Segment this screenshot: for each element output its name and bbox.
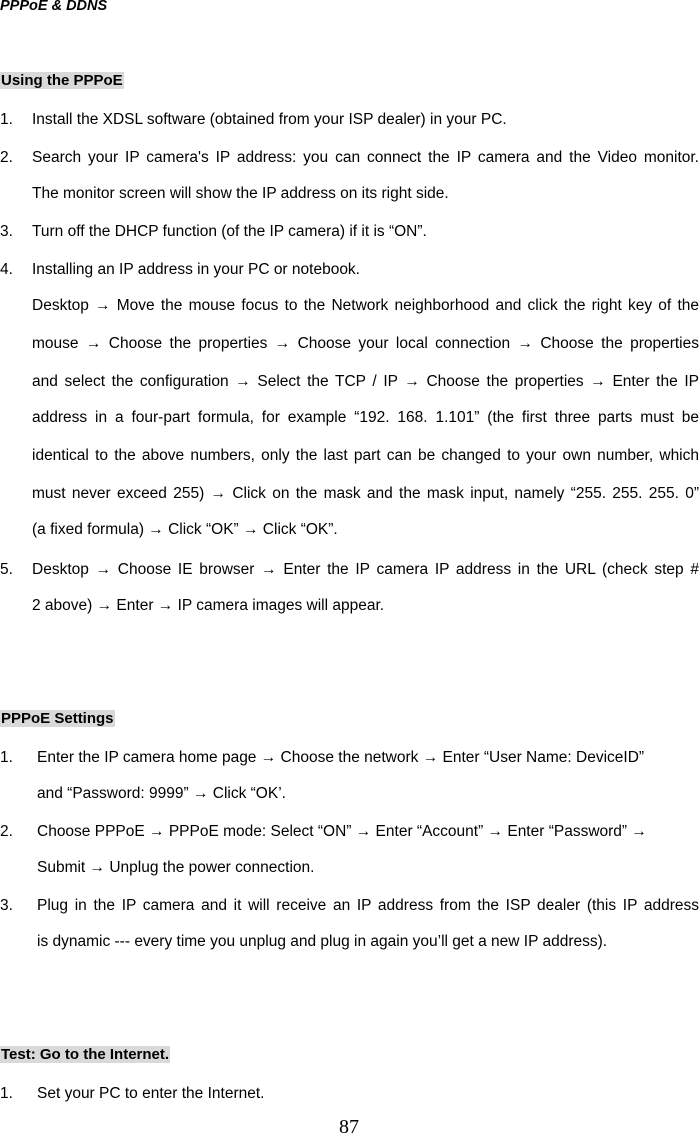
list-item-text: Enter the IP camera home page → Choose the network → Enter “User Name: DeviceID” — [37, 749, 645, 766]
list-item-number: 3. — [0, 897, 13, 914]
list-item-number: 4. — [0, 261, 13, 278]
list-item-text: The monitor screen will show the IP address on its right side. — [32, 185, 449, 202]
list-item-number: 1. — [0, 749, 13, 766]
list-item-text: Set your PC to enter the Internet. — [37, 1085, 265, 1102]
list-item-text: and select the configuration → Select the TCP / IP → Choose the properties → Enter the IP — [32, 373, 699, 390]
section-heading-pppoe-settings: PPPoE Settings — [1, 710, 114, 727]
list-item-text: Plug in the IP camera and it will receive an IP address from the ISP dealer (this IP address — [37, 897, 699, 914]
list-item-text: Search your IP camera's IP address: you can connect the IP camera and the Video monitor. — [32, 149, 699, 166]
list-item-text: mouse → Choose the properties → Choose your local connection → Choose the properties — [32, 335, 699, 352]
list-item-text: Choose PPPoE → PPPoE mode: Select “ON” → Enter “Account” → Enter “Password” → — [37, 823, 647, 840]
list-item-text: Submit → Unplug the power connection. — [37, 859, 315, 876]
list-item-text: Turn off the DHCP function (of the IP camera) if it is “ON”. — [32, 223, 427, 240]
page-header-title: PPPoE & DDNS — [0, 0, 108, 14]
list-item-text: 2 above) → Enter → IP camera images will appear. — [32, 597, 385, 614]
list-item-number: 2. — [0, 149, 13, 166]
section-heading-test-internet: Test: Go to the Internet. — [1, 1046, 170, 1063]
list-item-number: 1. — [0, 111, 13, 128]
list-item-text: Desktop → Choose IE browser → Enter the IP camera IP address in the URL (check step # — [32, 561, 699, 578]
list-item-text: must never exceed 255) → Click on the mask and the mask input, namely “255. 255. 255. 0” — [32, 485, 699, 502]
list-item-text: (a fixed formula) → Click “OK” → Click “OK”. — [32, 521, 338, 538]
list-item-text: Installing an IP address in your PC or notebook. — [32, 261, 360, 278]
list-item-text: Desktop → Move the mouse focus to the Network neighborhood and click the right key of the — [32, 297, 699, 314]
section-heading-using-pppoe: Using the PPPoE — [1, 72, 123, 89]
list-item-text: identical to the above numbers, only the last part can be changed to your own number, which — [32, 447, 699, 464]
list-item-number: 2. — [0, 823, 13, 840]
list-item-number: 5. — [0, 561, 13, 578]
list-item-text: is dynamic --- every time you unplug and plug in again you’ll get a new IP address). — [37, 933, 608, 950]
list-item-text: address in a four-part formula, for example “192. 168. 1.101” (the first three parts must be — [32, 409, 699, 426]
list-item-text: Install the XDSL software (obtained from your ISP dealer) in your PC. — [32, 111, 507, 128]
list-item-number: 1. — [0, 1085, 13, 1102]
list-item-text: and “Password: 9999” → Click “OK’. — [37, 785, 286, 802]
page-number: 87 — [339, 1116, 359, 1138]
list-item-number: 3. — [0, 223, 13, 240]
